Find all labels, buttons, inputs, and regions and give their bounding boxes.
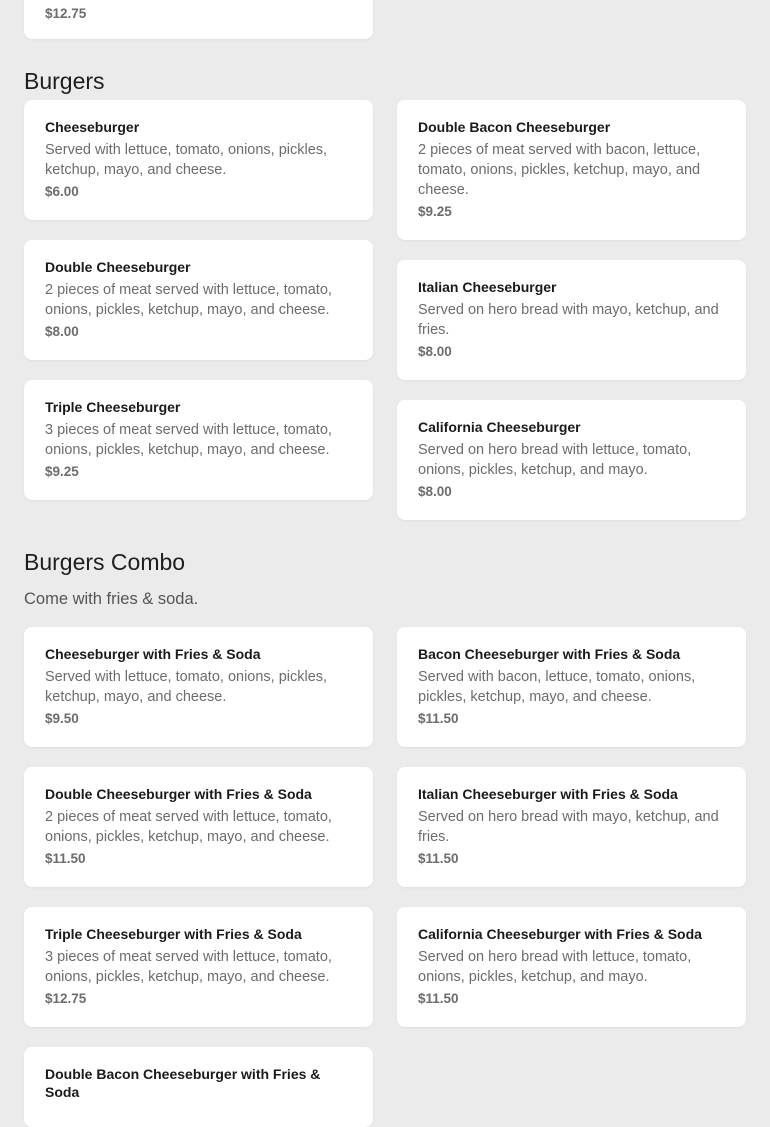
item-name: Triple Cheeseburger: [45, 399, 181, 415]
menu-item-card[interactable]: [397, 907, 746, 1027]
item-price: $11.50: [418, 711, 459, 726]
menu-item-card[interactable]: [24, 240, 373, 360]
item-name: Italian Cheeseburger: [418, 279, 557, 295]
menu-item-card[interactable]: [24, 380, 373, 500]
item-name: Cheeseburger: [45, 119, 140, 135]
menu-item-card[interactable]: [397, 400, 746, 520]
item-price: $12.75: [45, 991, 87, 1006]
menu-item-card[interactable]: [397, 100, 746, 240]
item-price: $11.50: [45, 851, 86, 866]
item-name: Double Cheeseburger: [45, 259, 191, 275]
item-description: Served on hero bread with lettuce, tomato, onions, pickles, ketchup, and mayo.: [418, 949, 692, 985]
item-name: Triple Cheeseburger with Fries & Soda: [45, 926, 302, 942]
item-price: $9.25: [45, 464, 79, 479]
item-description: Served with bacon, lettuce, tomato, onions, pickles, ketchup, mayo, and cheese.: [418, 669, 696, 705]
item-description: 2 pieces of meat served with bacon, lettuce, tomato, onions, pickles, ketchup, mayo, and cheese.: [418, 142, 701, 198]
menu-item-card-partial[interactable]: [24, 0, 373, 39]
item-description: Served on hero bread with lettuce, tomato, onions, pickles, ketchup, and mayo.: [418, 442, 692, 478]
item-description: 2 pieces of meat served with lettuce, tomato, onions, pickles, ketchup, mayo, and cheese.: [45, 809, 332, 845]
item-price: $8.00: [418, 344, 452, 359]
item-name: Double Bacon Cheeseburger: [418, 119, 611, 135]
section-title-burgers: Burgers: [24, 68, 105, 94]
item-description: Served on hero bread with mayo, ketchup, and fries.: [418, 302, 719, 338]
menu-item-card[interactable]: [24, 100, 373, 220]
menu-item-card[interactable]: [24, 627, 373, 747]
section-title-burgers-combo: Burgers Combo: [24, 549, 186, 575]
menu-item-card-partial[interactable]: [24, 1047, 373, 1127]
item-price: $9.50: [45, 711, 79, 726]
item-price: $9.25: [418, 204, 452, 219]
menu-item-card[interactable]: [24, 907, 373, 1027]
item-price: $11.50: [418, 991, 459, 1006]
item-description: Served on hero bread with mayo, ketchup, and fries.: [418, 809, 719, 845]
item-name: Italian Cheeseburger with Fries & Soda: [418, 786, 678, 802]
item-price: $8.00: [45, 324, 79, 339]
menu-item-card[interactable]: [397, 260, 746, 380]
item-description: 3 pieces of meat served with lettuce, tomato, onions, pickles, ketchup, mayo, and cheese.: [45, 949, 332, 985]
item-name: Bacon Cheeseburger with Fries & Soda: [418, 646, 681, 662]
menu-item-card[interactable]: [397, 627, 746, 747]
item-description: Served with lettuce, tomato, onions, pickles, ketchup, mayo, and cheese.: [45, 142, 328, 178]
item-name: California Cheeseburger with Fries & Soda: [418, 926, 702, 942]
item-price: $6.00: [45, 184, 79, 199]
menu-item-card[interactable]: [397, 767, 746, 887]
item-description: 2 pieces of meat served with lettuce, tomato, onions, pickles, ketchup, mayo, and cheese.: [45, 282, 332, 318]
item-price: $12.75: [45, 6, 87, 21]
item-price: $11.50: [418, 851, 459, 866]
item-name: California Cheeseburger: [418, 419, 581, 435]
item-name: Double Cheeseburger with Fries & Soda: [45, 786, 312, 802]
menu-item-card[interactable]: [24, 767, 373, 887]
item-name: Double Bacon Cheeseburger with Fries & Soda: [45, 1066, 321, 1100]
item-description: 3 pieces of meat served with lettuce, tomato, onions, pickles, ketchup, mayo, and cheese.: [45, 422, 332, 458]
item-description: Served with lettuce, tomato, onions, pickles, ketchup, mayo, and cheese.: [45, 669, 328, 705]
section-subtitle: Come with fries & soda.: [24, 590, 199, 608]
item-name: Cheeseburger with Fries & Soda: [45, 646, 261, 662]
item-price: $8.00: [418, 484, 452, 499]
